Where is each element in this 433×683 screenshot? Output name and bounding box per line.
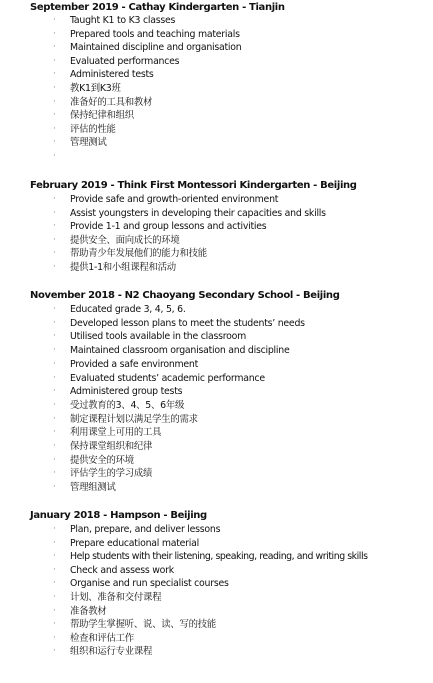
list-item [0,481,433,495]
bullet-glyph: · [53,262,56,272]
list-item-text: Evaluated students’ academic performance [70,372,265,384]
list-item [0,618,433,632]
list-item [0,537,433,551]
list-item-text: 准备教材 [70,605,107,617]
list-item-text: Provide 1-1 and group lessons and activities [70,221,267,233]
list-item [0,564,433,578]
bullet-glyph: · [53,137,56,148]
bullet-glyph: · [53,427,56,438]
list-item-text: Provided a safe environment [70,358,199,370]
job-heading: September 2019 - Cathay Kindergarten - Tianjin [30,2,285,13]
list-item [0,303,433,317]
list-item [0,523,433,537]
list-item [0,261,433,275]
bullet-glyph: · [53,632,56,643]
list-item-text: 计划、准备和交付课程 [70,592,162,603]
bullet-glyph: · [53,15,56,25]
bullet-glyph: · [53,399,56,410]
list-item-text: Taught K1 to K3 classes [70,15,176,26]
list-item-text: Help students with their listening, speaking, reading, and writing skills [70,551,368,563]
list-item [0,385,433,399]
list-item-text: 保持纪律和组织 [70,110,134,122]
list-item [0,207,433,221]
bullet-glyph: · [53,468,56,479]
list-item-text: Evaluated performances [70,55,180,67]
list-item [0,440,433,454]
bullet-glyph: · [53,564,56,575]
list-item-text: 帮助青少年发展他们的能力和技能 [70,248,207,260]
list-item-text: Maintained classroom organisation and discipline [70,345,290,357]
list-item [0,372,433,386]
list-item [0,399,433,413]
list-item-text: Administered group tests [70,386,183,398]
list-item-text: Provide safe and growth-oriented environment [70,194,279,205]
list-item-text: 组织和运行专业课程 [70,646,153,658]
list-item [0,68,433,82]
list-item-text: 保持课堂组织和纪律 [70,441,153,452]
bullet-glyph: · [53,304,56,314]
bullet-glyph: · [53,386,56,397]
list-item [0,413,433,427]
list-item [0,150,433,164]
bullet-glyph: · [53,524,56,534]
bullet-glyph: · [53,234,56,245]
bullet-glyph: · [53,317,56,328]
list-item-text: Utilised tools available in the classroom [70,331,247,343]
list-item-text: 评估学生的学习成绩 [70,468,153,480]
list-item [0,82,433,96]
list-item-text: 提供安全、面向成长的环境 [70,234,180,246]
list-item [0,247,433,261]
job-heading: January 2018 - Hampson - Beijing [30,510,207,521]
bullet-glyph: · [53,345,56,356]
list-item-text: 提供1-1和小组课程和活动 [70,262,176,273]
list-item [0,28,433,42]
list-item [0,14,433,28]
bullet-glyph: · [53,454,56,465]
list-item [0,577,433,591]
bullet-glyph: · [53,372,56,383]
bullet-glyph: · [53,248,56,259]
bullet-glyph: · [53,551,56,562]
bullet-glyph: · [53,605,56,616]
bullet-glyph: · [53,482,56,493]
bullet-glyph: · [53,578,56,589]
list-item-text: 利用课堂上可用的工具 [70,427,162,439]
list-item-text: 管理测试 [70,137,107,149]
list-item [0,358,433,372]
list-item [0,330,433,344]
list-item [0,645,433,659]
list-item-text: 准备好的工具和教材 [70,96,153,108]
list-item [0,317,433,331]
list-item [0,55,433,69]
list-item-text: 提供安全的环境 [70,454,134,466]
list-item [0,123,433,137]
list-item-text: Plan, prepare, and deliver lessons [70,524,221,535]
list-item [0,454,433,468]
bullet-glyph: · [53,151,56,161]
bullet-glyph: · [53,331,56,342]
bullet-glyph: · [53,96,56,107]
bullet-glyph: · [53,55,56,66]
list-item-text: 教K1到K3班 [70,83,121,94]
job-heading: February 2019 - Think First Montessori Kindergarten - Beijing [30,180,357,191]
bullet-glyph: · [53,441,56,451]
list-item [0,136,433,150]
job-heading: November 2018 - N2 Chaoyang Secondary School - Beijing [30,290,340,301]
list-item-text: 管理组测试 [70,482,116,494]
list-item-text: Organise and run specialist courses [70,578,229,590]
bullet-glyph: · [53,110,56,121]
list-item-text: Administered tests [70,69,154,81]
bullet-glyph: · [53,207,56,218]
list-item-text: 制定课程计划以满足学生的需求 [70,413,198,425]
list-item [0,632,433,646]
list-item [0,234,433,248]
list-item-text: 评估的性能 [70,123,116,135]
list-item-text: 帮助学生掌握听、说、读、写的技能 [70,619,217,631]
list-item [0,605,433,619]
bullet-glyph: · [53,83,56,93]
list-item-text: Developed lesson plans to meet the students’ needs [70,317,305,329]
bullet-glyph: · [53,221,56,232]
list-item-text: Assist youngsters in developing their capacities and skills [70,207,326,219]
list-item-text: Educated grade 3, 4, 5, 6. [70,304,186,315]
list-item [0,193,433,207]
list-item [0,96,433,110]
bullet-glyph: · [53,358,56,369]
bullet-glyph: · [53,537,56,548]
bullet-glyph: · [53,413,56,424]
bullet-glyph: · [53,592,56,602]
list-item-text: 受过教育的3、4、5、6年级 [70,399,185,411]
bullet-glyph: · [53,123,56,134]
list-item [0,426,433,440]
list-item [0,41,433,55]
bullet-glyph: · [53,619,56,630]
bullet-glyph: · [53,194,56,204]
bullet-glyph: · [53,28,56,39]
list-item-text: Maintained discipline and organisation [70,42,242,54]
list-item-text: Check and assess work [70,564,174,576]
list-item [0,591,433,605]
bullet-glyph: · [53,42,56,53]
bullet-glyph: · [53,69,56,80]
list-item-text: Prepared tools and teaching materials [70,28,240,40]
list-item [0,467,433,481]
list-item [0,220,433,234]
list-item-text: Prepare educational material [70,537,199,549]
list-item [0,550,433,564]
list-item-text: 检查和评估工作 [70,632,134,644]
bullet-glyph: · [53,646,56,657]
list-item [0,344,433,358]
list-item [0,109,433,123]
